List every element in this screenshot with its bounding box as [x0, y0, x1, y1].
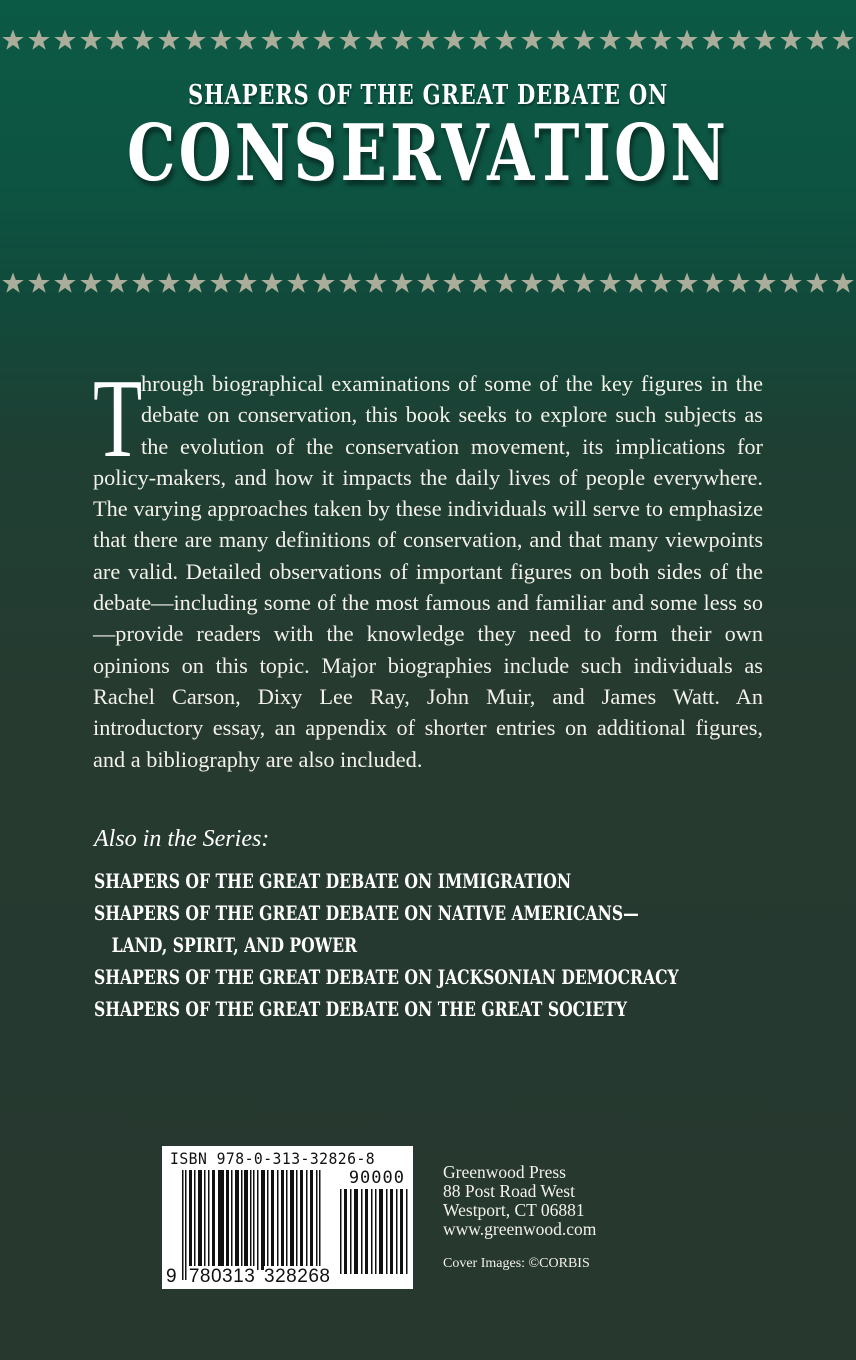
series-item-subtitle: LAND, SPIRIT, AND POWER: [111, 934, 358, 957]
drop-cap: T: [93, 357, 143, 481]
star-icon: [364, 271, 388, 295]
star-icon: [131, 28, 155, 52]
star-icon: [1, 28, 25, 52]
star-icon: [779, 28, 803, 52]
series-item: [94, 994, 679, 1026]
star-icon: [442, 271, 466, 295]
star-icon: [157, 271, 181, 295]
ean-group-1: 780313: [188, 1266, 256, 1287]
star-icon: [727, 28, 751, 52]
series-item-title: SHAPERS OF THE GREAT DEBATE ON IMMIGRATION: [94, 870, 572, 893]
star-icon: [390, 28, 414, 52]
star-icon: [364, 28, 388, 52]
star-icon: [286, 28, 310, 52]
star-icon: [338, 271, 362, 295]
star-icon: [183, 271, 207, 295]
star-icon: [79, 28, 103, 52]
star-row-top: [0, 28, 856, 54]
star-icon: [79, 271, 103, 295]
star-icon: [572, 28, 596, 52]
isbn-barcode: [162, 1146, 413, 1289]
book-title: CONSERVATION: [127, 108, 729, 199]
star-icon: [416, 271, 440, 295]
star-icon: [312, 271, 336, 295]
star-icon: [131, 271, 155, 295]
star-icon: [494, 271, 518, 295]
description-text: hrough biographical examinations of some of the key figures in the debate on conservation, this book seeks to explore such subjects as the evolution of the conservation movement, its implications for policy-makers, and how it impacts the daily lives of people everywhere. The varying approaches taken by these individuals will serve to emphasize that there are many definitions of conservation, and that many viewpoints are valid. Detailed observations of important figures on both sides of the debate—including some of the most famous and familiar and some less so—provide readers with the knowledge they need to form their own opinions on this topic. Major biographies include such individuals as Rachel Carson, Dixy Lee Ray, John Muir, and James Watt. An introductory essay, an appendix of shorter entries on additional figures, and a bibliography are also included.: [93, 371, 763, 772]
star-icon: [338, 28, 362, 52]
star-icon: [1, 271, 25, 295]
ean-group-2: 328268: [264, 1266, 331, 1287]
star-icon: [183, 28, 207, 52]
series-item-title: SHAPERS OF THE GREAT DEBATE ON THE GREAT SOCIETY: [94, 998, 628, 1021]
star-icon: [779, 271, 803, 295]
star-icon: [468, 271, 492, 295]
star-icon: [157, 28, 181, 52]
book-description: [93, 357, 763, 775]
star-icon: [805, 28, 829, 52]
star-icon: [53, 271, 77, 295]
series-item: [94, 898, 679, 962]
star-icon: [234, 28, 258, 52]
star-icon: [701, 28, 725, 52]
series-item-title: SHAPERS OF THE GREAT DEBATE ON JACKSONIAN DEMOCRACY: [94, 966, 679, 989]
star-icon: [260, 28, 284, 52]
star-icon: [805, 271, 829, 295]
series-item-title: SHAPERS OF THE GREAT DEBATE ON NATIVE AMERICANS—: [94, 902, 639, 925]
star-icon: [546, 28, 570, 52]
star-icon: [209, 271, 233, 295]
star-icon: [753, 271, 777, 295]
star-icon: [572, 271, 596, 295]
star-icon: [649, 271, 673, 295]
star-icon: [105, 28, 129, 52]
star-icon: [468, 28, 492, 52]
star-icon: [831, 28, 855, 52]
star-icon: [520, 271, 544, 295]
star-icon: [624, 271, 648, 295]
series-line: SHAPERS OF THE GREAT DEBATE ON: [187, 80, 669, 111]
star-icon: [675, 271, 699, 295]
star-icon: [546, 271, 570, 295]
series-list: [94, 866, 825, 1026]
star-icon: [234, 271, 258, 295]
star-icon: [209, 28, 233, 52]
ean-first-digit: 9: [166, 1266, 178, 1287]
star-icon: [831, 271, 855, 295]
star-icon: [675, 28, 699, 52]
series-item: [94, 866, 679, 898]
publisher-address-2: Westport, CT 06881: [443, 1200, 585, 1220]
star-icon: [753, 28, 777, 52]
star-icon: [598, 28, 622, 52]
also-in-series-heading: Also in the Series:: [94, 826, 270, 852]
star-icon: [53, 28, 77, 52]
star-icon: [312, 28, 336, 52]
star-icon: [27, 28, 51, 52]
star-icon: [416, 28, 440, 52]
star-icon: [624, 28, 648, 52]
star-icon: [727, 271, 751, 295]
series-item: [94, 962, 679, 994]
publisher-address-1: 88 Post Road West: [443, 1181, 575, 1201]
ean-digits: [166, 1266, 330, 1288]
star-row-bottom: [0, 271, 856, 297]
star-icon: [390, 271, 414, 295]
star-icon: [105, 271, 129, 295]
cover-image-credit: Cover Images: ©CORBIS: [443, 1256, 590, 1271]
star-icon: [260, 271, 284, 295]
star-icon: [520, 28, 544, 52]
star-icon: [598, 271, 622, 295]
barcode-addon-bars-icon: [340, 1189, 408, 1274]
price-code: 90000: [348, 1168, 405, 1188]
publisher-info: [443, 1163, 596, 1239]
publisher-website: www.greenwood.com: [443, 1219, 597, 1239]
isbn-label: ISBN 978-0-313-32826-8: [170, 1149, 376, 1168]
barcode-bars-icon: [182, 1170, 322, 1280]
publisher-name: Greenwood Press: [443, 1162, 566, 1182]
star-icon: [494, 28, 518, 52]
star-icon: [286, 271, 310, 295]
star-icon: [649, 28, 673, 52]
star-icon: [27, 271, 51, 295]
star-icon: [701, 271, 725, 295]
star-icon: [442, 28, 466, 52]
